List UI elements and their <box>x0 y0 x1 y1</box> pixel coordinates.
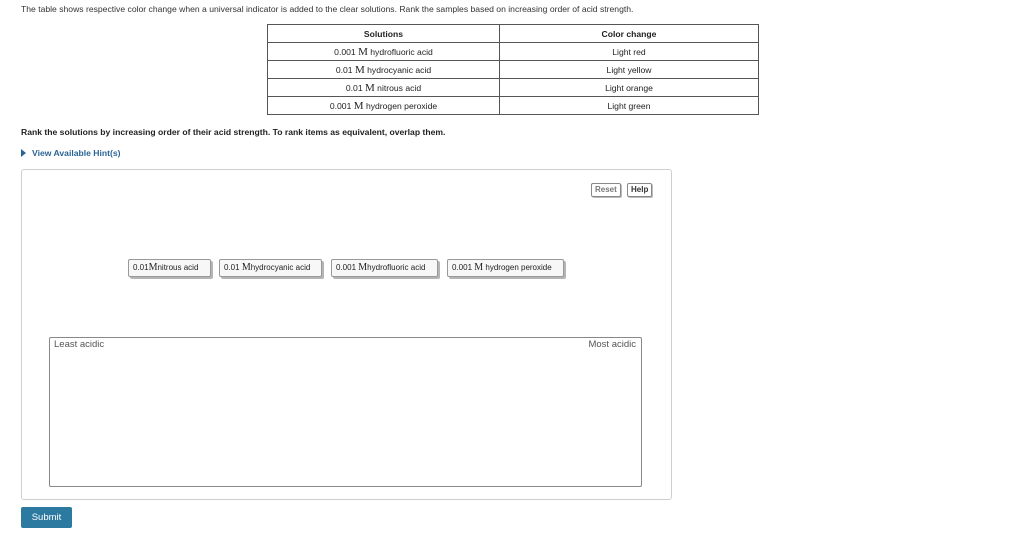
solution-cell <box>268 97 500 115</box>
item-name: hydrofluoric acid <box>367 263 426 272</box>
item-concentration: 0.01 <box>133 263 149 272</box>
problem-statement: The table shows respective color change when a universal indicator is added to the clear solutions. Rank the samples based on increasing order of acid strength. <box>21 4 634 14</box>
column-header-solutions: Solutions <box>268 25 500 43</box>
draggable-item-hydrofluoric-acid[interactable] <box>331 259 438 277</box>
solution-name: hydrogen peroxide <box>365 100 438 111</box>
indicator-table <box>267 24 759 115</box>
table-header-row <box>268 25 759 43</box>
table-row <box>268 79 759 97</box>
color-change-cell: Light green <box>500 97 759 115</box>
item-concentration: 0.001 <box>336 263 357 272</box>
draggable-item-hydrocyanic-acid[interactable] <box>219 259 322 277</box>
submit-button[interactable]: Submit <box>21 507 72 528</box>
item-name: nitrous acid <box>157 263 199 272</box>
solution-name: hydrocyanic acid <box>367 64 432 75</box>
ranking-instructions: Rank the solutions by increasing order of their acid strength. To rank items as equivalent, overlap them. <box>21 127 446 137</box>
item-name: hydrogen peroxide <box>485 263 552 272</box>
column-header-color-change: Color change <box>500 25 759 43</box>
help-button[interactable]: Help <box>627 183 652 197</box>
table-row <box>268 97 759 115</box>
concentration: 0.001 <box>334 46 356 57</box>
most-acidic-label: Most acidic <box>588 339 636 350</box>
reset-button[interactable]: Reset <box>591 183 621 197</box>
ranking-panel <box>21 169 672 500</box>
draggable-item-hydrogen-peroxide[interactable] <box>447 259 564 277</box>
item-unit: M <box>474 262 484 273</box>
solution-cell <box>268 61 500 79</box>
molarity-unit: M <box>353 99 364 112</box>
table-row <box>268 61 759 79</box>
concentration: 0.001 <box>329 100 352 111</box>
concentration: 0.01 <box>335 64 353 75</box>
molarity-unit: M <box>358 45 368 58</box>
color-change-cell: Light red <box>500 43 759 61</box>
least-acidic-label: Least acidic <box>54 339 105 350</box>
solution-cell <box>268 43 500 61</box>
ranking-drop-zone[interactable] <box>49 337 642 487</box>
item-unit: M <box>358 262 368 273</box>
molarity-unit: M <box>354 63 365 76</box>
concentration: 0.01 <box>345 82 363 93</box>
draggable-item-nitrous-acid[interactable] <box>128 259 211 277</box>
item-name: hydrocyanic acid <box>250 263 311 272</box>
solution-name: hydrofluoric acid <box>370 46 433 57</box>
caret-right-icon <box>21 149 26 157</box>
item-unit: M <box>241 262 251 273</box>
item-concentration: 0.001 <box>452 263 473 272</box>
item-unit: M <box>148 262 158 273</box>
view-hints-label: View Available Hint(s) <box>32 148 121 158</box>
table-row <box>268 43 759 61</box>
view-hints-link[interactable] <box>21 148 121 158</box>
color-change-cell: Light orange <box>500 79 759 97</box>
solution-cell <box>268 79 500 97</box>
molarity-unit: M <box>365 81 375 94</box>
item-concentration: 0.01 <box>224 263 240 272</box>
solution-name: nitrous acid <box>377 82 422 93</box>
color-change-cell: Light yellow <box>500 61 759 79</box>
